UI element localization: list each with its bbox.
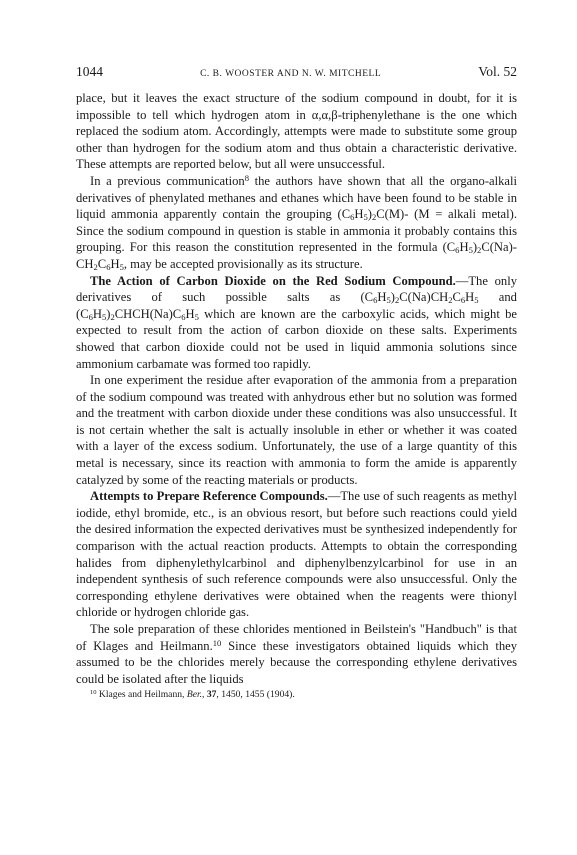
journal-volume: 37 [206,689,217,701]
paragraph-experiment: In one experiment the residue after evaporation of the ammonia from a preparation of the sodium compound was treated with anhydrous ether but no solution was formed and the treatment with carbon dioxide under these conditions was also unsuccessful. It is not certain whether the salt is actually insoluble in ether or whether it was coated with a layer of the excess sodium. Unfortunately, the use of a large quantity of this metal is necessary, since its reaction with ammonia to form the amide is apparently catalyzed by some of the reacting materials or products. [76,373,517,487]
footnote-ref-10[interactable]: 10 [212,637,222,648]
paragraph-previous-communication: In a previous communication$^8$ the authors have shown that all the organo-alkali derivatives of phenylated methanes and ethanes which have been found to be stable in liquid ammonia apparently contain the grouping $(C_6H_5)_2C(M)-$ (M = alkali metal). Since the sodium compound in question is stable in ammonia it probably contains this grouping. For this reason the constitution represented in the formula $(C_6H_5)_2C(Na)-CH_2C_6H_5$, may be accepted provisionally as its structure. [76,173,517,273]
paragraph-beilstein: The sole preparation of these chlorides mentioned in Beilstein's "Handbuch" is that of Klages and Heilmann.$^{10}$ Since these investigators obtained liquids which they assumed to be the chlorides merely because the corresponding ethylene derivatives could be isolated after the liquids [76,622,517,686]
footnote-10: $^{10}$ Klages and Heilmann, Ber., 37, 1450, 1455 (1904). [90,689,295,701]
section-carbon-dioxide: The Action of Carbon Dioxide on the Red Sodium Compound.—The only derivatives of such possible salts as $(C_6H_5)_2C(Na)CH_2C_6H_5$ and $(C_6H_5)_2CHCH(Na)C_6H_5$ which are known are the carboxylic acids, which might be expected to result from the action of carbon dioxide on these salts. Experiments showed that carbon dioxide could not be used in liquid ammonia solutions since ammonium carbamate was formed too rapidly. [76,273,517,371]
article-body [76,90,517,687]
footnote-ref-8[interactable]: 8 [244,173,249,184]
running-title: C. B. WOOSTER AND N. W. MITCHELL [200,69,382,79]
page-header [76,64,517,80]
paragraph-continued: place, but it leaves the exact structure of the sodium compound in doubt, for it is impossible to tell which hydrogen atom in α,α,β-triphenylethane is the one which replaced the sodium atom. Accordingly, attempts were made to substitute some group other than hydrogen for the sodium atom and thus obtain a characteristic derivative. These attempts are reported below, but all were unsuccessful. [76,91,517,172]
footnote-marker: 10 [90,689,97,697]
section-heading-carbon-dioxide: The Action of Carbon Dioxide on the Red Sodium Compound. [90,273,456,288]
section-heading-reference-compounds: Attempts to Prepare Reference Compounds. [90,489,328,504]
volume-label: Vol. 52 [478,64,517,79]
section-reference-compounds: Attempts to Prepare Reference Compounds.—The use of such reagents as methyl iodide, ethyl bromide, etc., is an obvious resort, but before such reactions could yield the desired information the expected derivatives must be synthesized independently for comparison with the actual reaction products. Attempts to obtain the corresponding halides from diphenylethylcarbinol and diphenylbenzylcarbinol for use in an independent synthesis of such reference compounds were also unsuccessful. Only the corresponding ethylene derivatives were obtained when the reagents were thionyl chloride or hydrogen chloride gas. [76,489,517,620]
page-number: 1044 [76,64,103,79]
journal-name: Ber. [186,689,203,701]
